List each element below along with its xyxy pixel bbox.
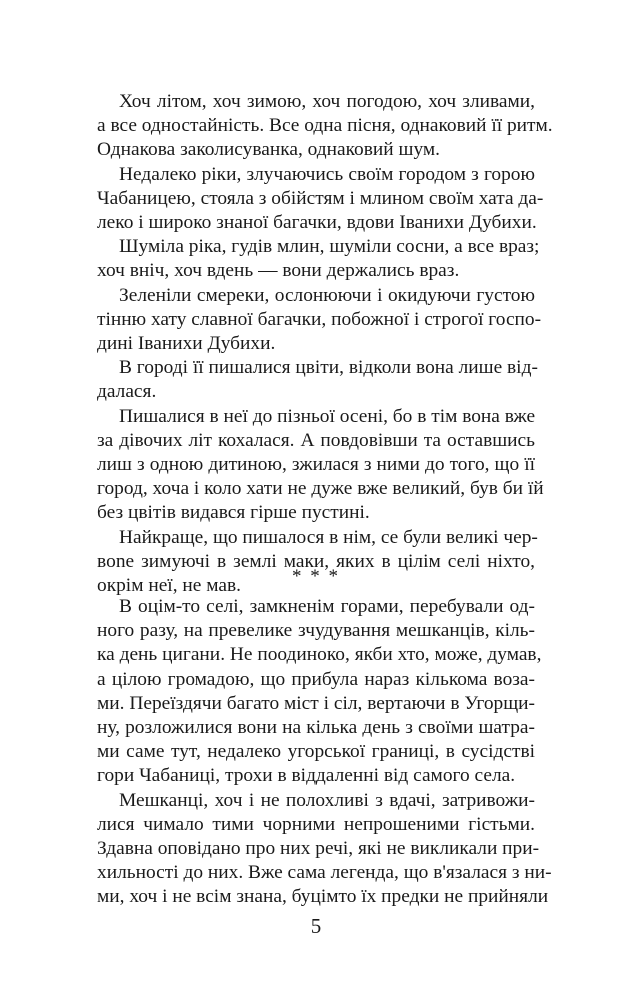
paragraph — [97, 90, 553, 163]
text-line: Хоч літом, хоч зимою, хоч погодою, хоч зливами, — [119, 91, 535, 112]
text-line: Однакова заколисуванка, однаковий шум. — [97, 139, 440, 161]
text-section-2 — [97, 595, 552, 910]
text-line: ка день цигани. Не поодиноко, якби хто, може, думав, — [97, 644, 542, 666]
text-line: ми, хоч і не всім знана, буцімто їх предки не прийняли — [97, 886, 549, 908]
text-line: Зеленіли смереки, ослонюючи і окидуючи густою — [119, 284, 535, 306]
text-line: а все одностайність. Все одна пісня, однаковий її ритм. — [97, 115, 553, 137]
text-line: Шуміла ріка, гудів млин, шуміли сосни, а все враз; — [119, 236, 540, 258]
text-line: вone зимуючі в землі маки, яких в цілім селі ніхто, — [97, 550, 535, 572]
text-line: тінню хату славної багачки, побожної і строгої госпо- — [97, 308, 542, 330]
text-line: Недалеко ріки, злучаючись своїм городом з горою — [119, 163, 535, 185]
text-line: город, хоча і коло хати не дуже вже великий, був би їй — [97, 478, 544, 500]
text-line: ми саме тут, недалеко угорської границі, в сусідстві — [97, 741, 535, 763]
text-line: окрім неї, не мав. — [97, 575, 241, 597]
text-line: В городі її пишалися цвіти, відколи вона лише від- — [119, 357, 538, 379]
text-line: а цілою громадою, що прибула нараз кількома воза- — [97, 668, 535, 690]
paragraph — [97, 235, 540, 283]
text-line: Чабаницею, стояла з обійстям і млином своїм хата да- — [97, 187, 544, 209]
text-line: гори Чабаниці, трохи в віддаленні від самого села. — [97, 765, 516, 787]
text-line: хоч вніч, хоч вдень — вони держались враз. — [97, 260, 460, 282]
text-line: ного разу, на превелике зчудування мешканців, кіль- — [97, 620, 535, 642]
text-line: за дівочих літ кохалася. А повдовівши та оставшись — [97, 429, 535, 451]
page-number: 5 — [310, 914, 322, 938]
paragraph — [97, 789, 552, 910]
section-separator: * * * — [292, 566, 340, 587]
text-line: лися чимало тими чорними непрошеними гістьми. — [97, 813, 535, 835]
text-line: лиш з одною дитиною, зжилася з ними до того, що її — [97, 454, 535, 476]
paragraph — [97, 163, 544, 236]
paragraph — [97, 356, 538, 404]
text-line: без цвітів видався гірше пустині. — [97, 502, 370, 524]
text-line: далася. — [97, 381, 157, 403]
text-line: ми. Переїздячи багато міст і сіл, вертаючи в Угорщи- — [97, 692, 535, 714]
text-line: ну, розложилися вони на кілька день з своїми шатра- — [97, 717, 535, 739]
text-line: Здавна оповідано про них речі, які не викликали при- — [97, 838, 540, 860]
paragraph — [97, 405, 544, 526]
text-line: хильності до них. Вже сама легенда, що в'язалася з ни- — [97, 862, 552, 884]
text-line: дині Іванихи Дубихи. — [97, 333, 276, 355]
text-section-1 — [97, 90, 553, 598]
paragraph — [97, 595, 542, 789]
text-line: Найкраще, що пишалося в нім, се були великі чер- — [119, 526, 538, 548]
text-line: Пишалися в неї до пізньої осені, бо в тім вона вже — [119, 405, 536, 427]
paragraph — [97, 284, 542, 357]
text-line: В оцім-то селі, замкненім горами, перебували од- — [119, 596, 535, 617]
text-line: Мешканці, хоч і не полохливі з вдачі, затривожи- — [119, 789, 535, 811]
text-line: леко і широко знаної багачки, вдови Іванихи Дубихи. — [97, 212, 537, 234]
